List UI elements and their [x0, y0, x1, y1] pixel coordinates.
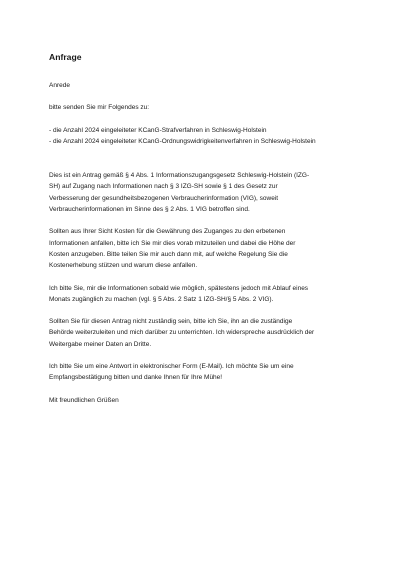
deadline-paragraph	[49, 283, 391, 306]
closing-line: Mit freundlichen Grüßen	[49, 396, 119, 404]
paragraph-line: Monats zugänglich zu machen (vgl. § 5 Abs. 2 Satz 1 IZG-SH/§ 5 Abs. 2 VIG).	[49, 295, 274, 303]
paragraph-line: Sollten aus Ihrer Sicht Kosten für die Gewährung des Zuganges zu den erbetenen	[49, 228, 286, 236]
paragraph-line: Kosten anzugeben. Bitte teilen Sie mir auch dann mit, auf welche Regelung Sie die	[49, 250, 288, 258]
page-title: Anfrage	[49, 52, 82, 62]
forwarding-paragraph	[49, 316, 391, 350]
paragraph-line: Verbraucherinformationen im Sinne des § 2 Abs. 1 VIG betroffen sind.	[49, 206, 250, 214]
paragraph-line: Informationen anfallen, bitte ich Sie mir dies vorab mitzuteilen und dabei die Höhe der	[49, 239, 296, 247]
paragraph-line: Verbesserung der gesundheitsbezogenen Verbraucherinformation (VIG), soweit	[49, 194, 279, 202]
paragraph-line: Empfangsbestätigung bitten und danke Ihnen für Ihre Mühe!	[49, 374, 223, 382]
paragraph-line: Behörde weiterzuleiten und mich darüber zu unterrichten. Ich widerspreche ausdrücklich der	[49, 329, 315, 337]
paragraph-line: Ich bitte Sie um eine Antwort in elektronischer Form (E-Mail). Ich möchte Sie um eine	[49, 363, 294, 371]
paragraph-line: Ich bitte Sie, mir die Informationen sobald wie möglich, spätestens jedoch mit Ablauf eines	[49, 284, 309, 292]
request-list	[49, 125, 391, 148]
response-paragraph	[49, 361, 391, 384]
paragraph-line: Weitergabe meiner Daten an Dritte.	[49, 340, 152, 348]
paragraph-line: Dies ist ein Antrag gemäß § 4 Abs. 1 Informationszugangsgesetz Schleswig-Holstein (IZG-	[49, 172, 310, 180]
paragraph-line: Sollten Sie für diesen Antrag nicht zuständig sein, bitte ich Sie, ihn an die zuständige	[49, 318, 293, 326]
legal-basis-paragraph	[49, 170, 391, 215]
intro-line: bitte senden Sie mir Folgendes zu:	[49, 104, 150, 112]
letter-page	[49, 52, 391, 406]
salutation: Anrede	[49, 82, 70, 89]
request-item: - die Anzahl 2024 eingeleiteter KCanG-Ordnungswidrigkeitenverfahren in Schleswig-Holstein	[49, 137, 316, 145]
paragraph-line: SH) auf Zugang nach Informationen nach § 3 IZG-SH sowie § 1 des Gesetz zur	[49, 183, 278, 191]
costs-paragraph	[49, 226, 391, 271]
paragraph-line: Kostenerhebung stützen und warum diese anfallen.	[49, 262, 198, 270]
request-item: - die Anzahl 2024 eingeleiteter KCanG-Strafverfahren in Schleswig-Holstein	[49, 126, 267, 134]
